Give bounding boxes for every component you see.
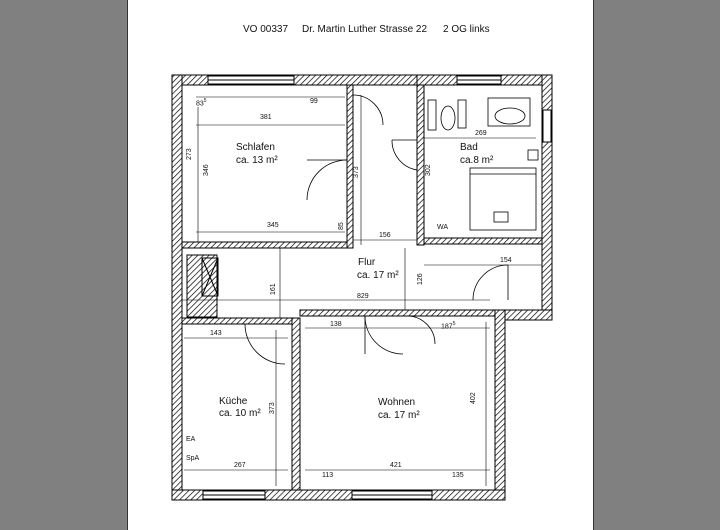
ea-mark: EA: [186, 436, 196, 443]
room-name-flur: Flur: [358, 257, 376, 268]
dim-138: 138: [330, 321, 342, 328]
outer-walls: [172, 75, 552, 500]
dim-143: 143: [210, 330, 222, 337]
dim-302: 302: [425, 164, 432, 176]
dim-83: $83^5$: [196, 98, 207, 108]
dim-187: $187^5$: [441, 321, 456, 331]
room-area-wohnen: ca. 17 m²: [378, 410, 420, 421]
dim-345: 345: [267, 222, 279, 229]
object-id: VO 00337: [243, 24, 289, 35]
dim-421: 421: [390, 462, 402, 469]
room-area-kueche: ca. 10 m²: [219, 408, 261, 419]
dim-161: 161: [270, 283, 277, 295]
dim-113: 113: [322, 472, 334, 479]
room-name-bad: Bad: [460, 142, 478, 153]
room-area-bad: ca.8 m²: [460, 155, 494, 166]
room-name-kueche: Küche: [219, 396, 248, 407]
dim-154: 154: [500, 257, 512, 264]
dim-126: 126: [417, 273, 424, 285]
wa-mark: WA: [437, 224, 449, 231]
dim-273: 273: [186, 148, 193, 160]
dim-829: 829: [357, 293, 369, 300]
dim-267: 267: [234, 462, 246, 469]
room-area-schlafen: ca. 13 m²: [236, 155, 278, 166]
spa-mark: SpA: [186, 455, 200, 462]
dim-373-kueche: 373: [269, 402, 276, 414]
room-name-wohnen: Wohnen: [378, 397, 416, 408]
dim-381: 381: [260, 114, 272, 121]
address: Dr. Martin Luther Strasse 22: [302, 24, 428, 35]
door-swings: [245, 95, 508, 364]
room-area-flur: ca. 17 m²: [357, 270, 399, 281]
dim-85: 85: [338, 222, 345, 230]
dim-373-schlafen: 373: [353, 166, 360, 178]
stairwell: [202, 85, 417, 296]
floor-label: 2 OG links: [443, 24, 490, 35]
dim-135: 135: [452, 472, 464, 479]
dim-269: 269: [475, 130, 487, 137]
dim-346: 346: [203, 164, 210, 176]
dim-99: 99: [310, 98, 318, 105]
room-name-schlafen: Schlafen: [236, 142, 275, 153]
dim-156: 156: [379, 232, 391, 239]
dim-402: 402: [470, 392, 477, 404]
